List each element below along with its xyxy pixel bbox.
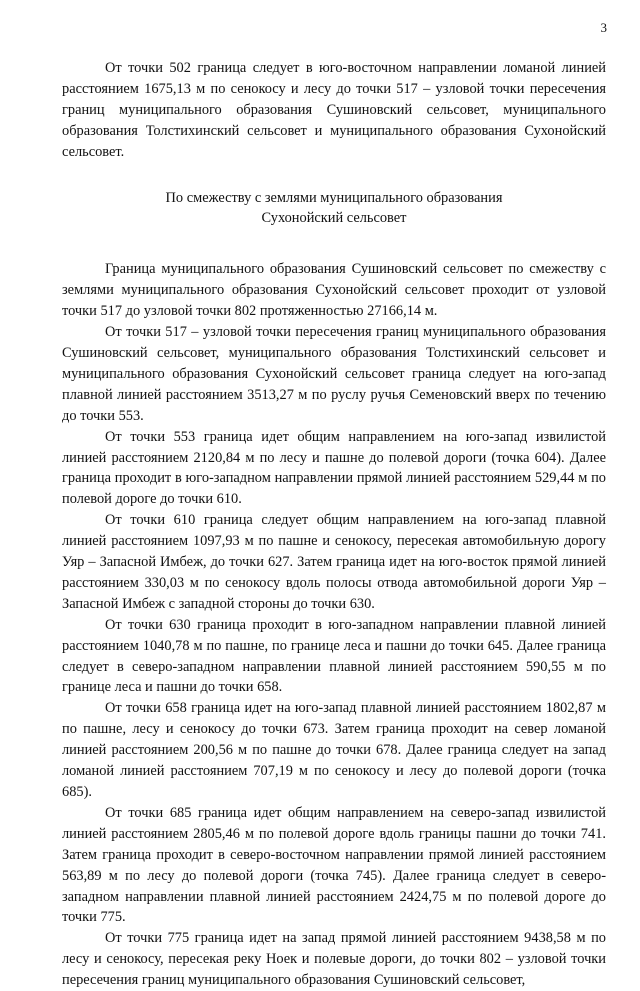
section-heading-line-2: Сухонойский сельсовет <box>261 210 407 227</box>
paragraph: От точки 630 граница проходит в юго-западном направлении плавной линией расстоянием 1040,78 м по пашне, по границе леса и пашни до точки 645. Далее граница следует в северо-западном направлении плавной линией расстоянием 590,55 м по границе леса и пашни до точки 658. <box>62 616 606 696</box>
paragraph: Граница муниципального образования Сушиновский сельсовет по смежеству с землями муниципального образования Сухонойский сельсовет проходит от узловой точки 517 до узловой точки 802 протяженностью 27166,14 м. <box>62 261 606 320</box>
paragraph: От точки 610 граница следует общим направлением на юго-запад плавной линией расстоянием 1097,93 м по пашне и сенокосу, пересекая автомобильную дорогу Уяр – Запасной Имбеж, до точки 627. Затем граница идет на юго-восток прямой линией расстоянием 330,03 м по сенокосу вдоль полосы отвода автомобильной дороги Уяр – Запасной Имбеж с западной стороны до точки 630. <box>62 512 606 612</box>
intro-paragraph: От точки 502 граница следует в юго-восточном направлении ломаной линией расстоянием 1675,13 м по сенокосу и лесу до точки 517 – узловой точки пересечения границ муниципального образования Сушиновский сельсовет, муниципального образования Толстихинский сельсовет и муниципального образования Сухонойский сельсовет. <box>62 60 606 160</box>
document-body <box>62 58 606 991</box>
paragraph: От точки 775 граница идет на запад прямой линией расстоянием 9438,58 м по лесу и сенокосу, пересекая реку Ноек и полевые дороги, до точки 802 – узловой точки пересечения границ муниципального образования Сушиновский сельсовет, <box>62 930 606 989</box>
paragraph: От точки 517 – узловой точки пересечения границ муниципального образования Сушиновский сельсовет, муниципального образования Толстихинский сельсовет и муниципального образования Сухонойский сельсовет граница следует на юго-запад плавной линией расстоянием 3513,27 м по руслу ручья Семеновский вверх по течению до точки 553. <box>62 324 606 424</box>
paragraph: От точки 658 граница идет на юго-запад плавной линией расстоянием 1802,87 м по пашне, лесу и сенокосу до точки 673. Затем граница проходит на север ломаной линией расстоянием 200,56 м по пашне до точки 678. Далее граница следует на запад ломаной линией расстоянием 707,19 м по сенокосу и лесу до полевой дороги (точка 685). <box>62 700 606 800</box>
section-heading-line-1: По смежеству с землями муниципального образования <box>165 189 503 206</box>
paragraph: От точки 685 граница идет общим направлением на северо-запад извилистой линией расстоянием 2805,46 м по полевой дороге вдоль границы пашни до точки 741. Затем граница проходит в северо-восточном направлении прямой линией расстоянием 563,89 м по лесу до полевой дороги (точка 745). Далее граница следует в северо-западном направлении плавной линией расстоянием 2424,75 м по полевой дороге до точки 775. <box>62 804 606 926</box>
section-heading <box>62 188 606 230</box>
page-number: 3 <box>600 20 607 35</box>
paragraph: От точки 553 граница идет общим направлением на юго-запад извилистой линией расстоянием 2120,84 м по лесу и пашне до полевой дороги (точка 604). Далее граница проходит в юго-западном направлении прямой линией расстоянием 529,44 м по полевой дороге до точки 610. <box>62 428 606 508</box>
